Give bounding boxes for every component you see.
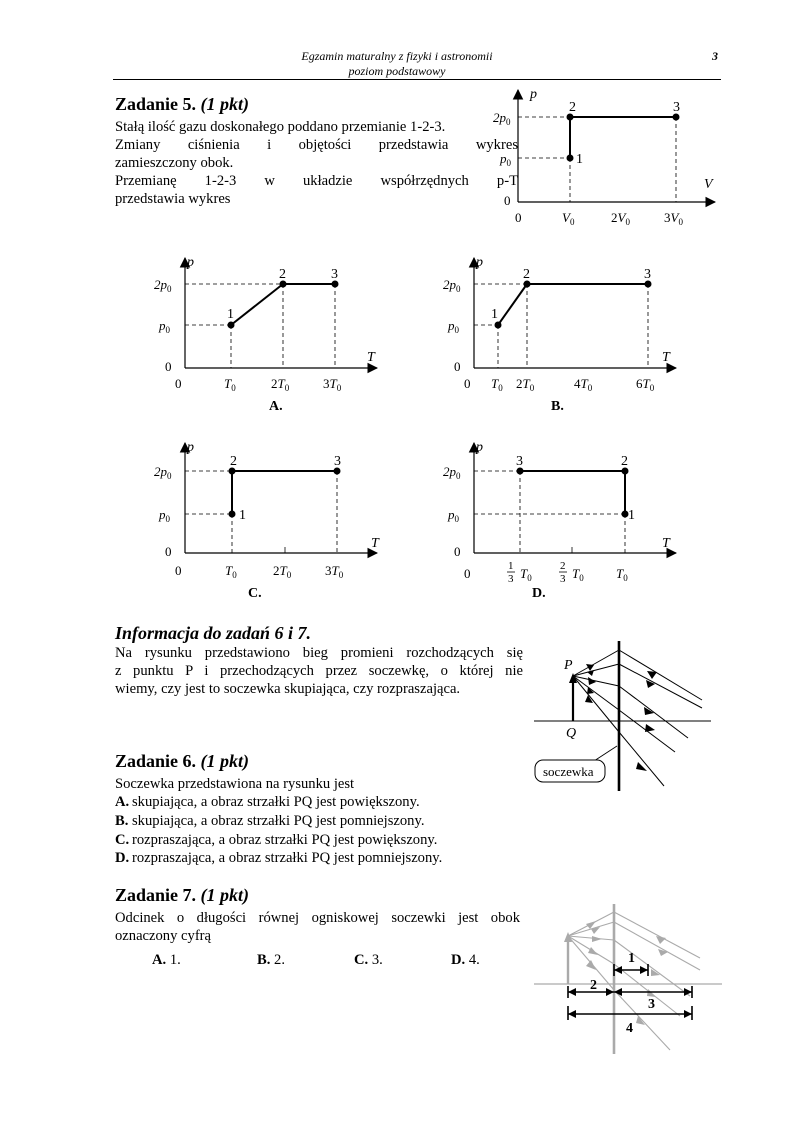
label-3: 3: [644, 267, 651, 282]
task6-title-main: Zadanie 6.: [115, 751, 197, 771]
option-text: rozpraszająca, a obraz strzałki PQ jest powiększony.: [132, 832, 438, 848]
point-1: [567, 155, 574, 162]
tick-2p0: $2p_0$: [443, 277, 461, 294]
tick-2p0: $2p_0$: [154, 277, 172, 294]
svg-text:3: 3: [560, 573, 566, 585]
header-level: poziom podstawowy: [348, 64, 446, 78]
option-text: rozpraszająca, a obraz strzałki PQ jest pomniejszony.: [132, 850, 443, 866]
svg-text:1: 1: [508, 560, 514, 572]
answer-value: 3.: [371, 952, 383, 968]
task5-title-main: Zadanie 5.: [115, 94, 197, 114]
task7-title-main: Zadanie 7.: [115, 885, 197, 905]
tick-t0: $T_0$: [225, 563, 237, 580]
label-p: P: [564, 658, 573, 673]
axis-label-p: p: [187, 440, 194, 455]
task6-option-c[interactable]: [115, 832, 437, 849]
graph-d: [434, 437, 684, 603]
tick-3t0: $3T_0$: [323, 376, 342, 393]
label-1: 1: [628, 508, 635, 523]
segment-label-2: 2: [590, 978, 597, 993]
task5-title: [115, 94, 249, 115]
task6-title: [115, 751, 249, 772]
label-1: 1: [576, 152, 583, 167]
label-3: 3: [516, 454, 523, 469]
label-1: 1: [227, 307, 234, 322]
task5-line: Zmiany ciśnienia i objętości przedstawia wykres: [115, 137, 518, 153]
tick-2p0: $2p_0$: [493, 110, 511, 127]
point-1: [495, 322, 502, 329]
origin-y: 0: [165, 544, 172, 559]
tick-v0: $V_0$: [562, 210, 575, 227]
tick-3v0: $3V_0$: [664, 210, 683, 227]
header-divider: [113, 79, 721, 80]
option-letter: D.: [115, 850, 130, 866]
tick-2v0: $2V_0$: [611, 210, 630, 227]
label-2: 2: [279, 267, 286, 282]
axis-label-p: p: [187, 255, 194, 270]
option-text: skupiająca, a obraz strzałki PQ jest pomniejszony.: [132, 813, 425, 829]
task7-title: [115, 885, 249, 906]
task6-question: Soczewka przedstawiona na rysunku jest: [115, 776, 355, 792]
axis-label-t: T: [662, 536, 670, 551]
graph-b: [434, 252, 684, 416]
option-text: skupiająca, a obraz strzałki PQ jest powiększony.: [132, 794, 420, 810]
task7-answer-b[interactable]: [257, 952, 285, 969]
label-1: 1: [491, 307, 498, 322]
task5-title-points: (1 pkt): [200, 94, 250, 114]
task7-line: oznaczony cyfrą: [115, 928, 212, 944]
task7-answer-d[interactable]: [451, 952, 480, 969]
origin-x: 0: [464, 566, 471, 581]
task7-title-points: (1 pkt): [200, 885, 250, 905]
axis-label-t: T: [367, 350, 375, 365]
answer-value: 2.: [274, 952, 285, 968]
tick-4t0: $4T_0$: [574, 376, 593, 393]
task5-line: zamieszczony obok.: [115, 155, 234, 171]
label-3: 3: [334, 454, 341, 469]
origin-y: 0: [504, 193, 511, 208]
pv-graph: [488, 84, 728, 230]
answer-value: 4.: [468, 952, 480, 968]
axis-label-t: T: [371, 536, 379, 551]
answer-letter: C.: [354, 952, 369, 968]
origin-y: 0: [165, 359, 172, 374]
graph-a: [145, 252, 385, 416]
task5-line: Stałą ilość gazu doskonałego poddano przemianie 1-2-3.: [115, 119, 446, 135]
label-2: 2: [621, 454, 628, 469]
graph-letter: B.: [551, 399, 564, 414]
svg-text:T0: $T_0$: [520, 566, 532, 583]
graph-letter: A.: [269, 399, 283, 414]
segment-label-3: 3: [648, 997, 655, 1012]
tick-two-thirds-t0: [559, 560, 584, 585]
origin-x: 0: [515, 210, 522, 225]
origin-y: 0: [454, 359, 461, 374]
info-title: Informacja do zadań 6 i 7.: [115, 623, 312, 643]
task7-text: [115, 909, 520, 945]
option-letter: B.: [115, 813, 129, 829]
option-letter: A.: [115, 794, 130, 810]
svg-text:T0: $T_0$: [572, 566, 584, 583]
tick-p0: $p_0$: [448, 507, 459, 524]
tick-p0: $p_0$: [159, 318, 170, 335]
info-line: z punktu P i przechodzących przez soczewkę, o której nie: [115, 663, 523, 679]
tick-2t0: $2T_0$: [273, 563, 292, 580]
tick-2p0: $2p_0$: [154, 464, 172, 481]
task7-answer-a[interactable]: [152, 952, 181, 969]
graph-letter: C.: [248, 586, 262, 601]
graph-letter: D.: [532, 586, 546, 601]
origin-x: 0: [175, 376, 182, 391]
tick-2t0: $2T_0$: [516, 376, 535, 393]
task6-option-a[interactable]: [115, 794, 420, 811]
info-text: [115, 644, 523, 698]
task6-title-points: (1 pkt): [200, 751, 250, 771]
axis-label-p: p: [476, 440, 483, 455]
origin-x: 0: [464, 376, 471, 391]
task6-option-b[interactable]: [115, 813, 424, 830]
tick-p0: $p_0$: [159, 507, 170, 524]
origin-x: 0: [175, 563, 182, 578]
answer-letter: B.: [257, 952, 271, 968]
header-exam-title: Egzamin maturalny z fizyki i astronomii: [301, 49, 493, 63]
axis-label-p: p: [530, 87, 537, 102]
tick-t0: $T_0$: [224, 376, 236, 393]
tick-t0: $T_0$: [616, 566, 628, 583]
axis-label-v: V: [704, 177, 713, 192]
info-line: Na rysunku przedstawiono bieg promieni rozchodzących się: [115, 645, 523, 661]
label-2: 2: [230, 454, 237, 469]
point-1: [229, 511, 236, 518]
svg-text:2: 2: [560, 560, 566, 572]
label-1: 1: [239, 508, 246, 523]
axis-label-p: p: [476, 255, 483, 270]
tick-2p0: $2p_0$: [443, 464, 461, 481]
tick-p0: $p_0$: [448, 318, 459, 335]
task5-line: Przemianę 1-2-3 w układzie współrzędnych p-T: [115, 173, 518, 189]
lens-figure: [530, 636, 715, 798]
axis-label-t: T: [662, 350, 670, 365]
tick-third-t0: [507, 560, 532, 585]
origin-y: 0: [454, 544, 461, 559]
label-2: 2: [523, 267, 530, 282]
info-line: wiemy, czy jest to soczewka skupiająca, czy rozpraszająca.: [115, 681, 461, 697]
svg-text:3: 3: [508, 573, 514, 585]
task5-line: przedstawia wykres: [115, 191, 231, 207]
focal-figure: [530, 900, 725, 1060]
answer-letter: A.: [152, 952, 167, 968]
task6-option-d[interactable]: [115, 850, 442, 867]
tick-p0: $p_0$: [500, 151, 511, 168]
option-letter: C.: [115, 832, 130, 848]
segment-label-4: 4: [626, 1021, 633, 1036]
task5-text: [115, 118, 518, 208]
tick-2t0: $2T_0$: [271, 376, 290, 393]
segment-label-1: 1: [628, 951, 635, 966]
task7-answer-c[interactable]: [354, 952, 383, 969]
answer-letter: D.: [451, 952, 466, 968]
lens-label: soczewka: [543, 764, 594, 779]
label-q: Q: [566, 726, 577, 741]
answer-value: 1.: [169, 952, 181, 968]
graph-c: [145, 437, 385, 603]
page-number: 3: [712, 49, 718, 63]
point-1: [228, 322, 235, 329]
tick-6t0: $6T_0$: [636, 376, 655, 393]
task7-line: Odcinek o długości równej ogniskowej soczewki jest obok: [115, 910, 520, 926]
label-3: 3: [673, 100, 680, 115]
label-3: 3: [331, 267, 338, 282]
tick-t0: $T_0$: [491, 376, 503, 393]
label-2: 2: [569, 100, 576, 115]
tick-3t0: $3T_0$: [325, 563, 344, 580]
